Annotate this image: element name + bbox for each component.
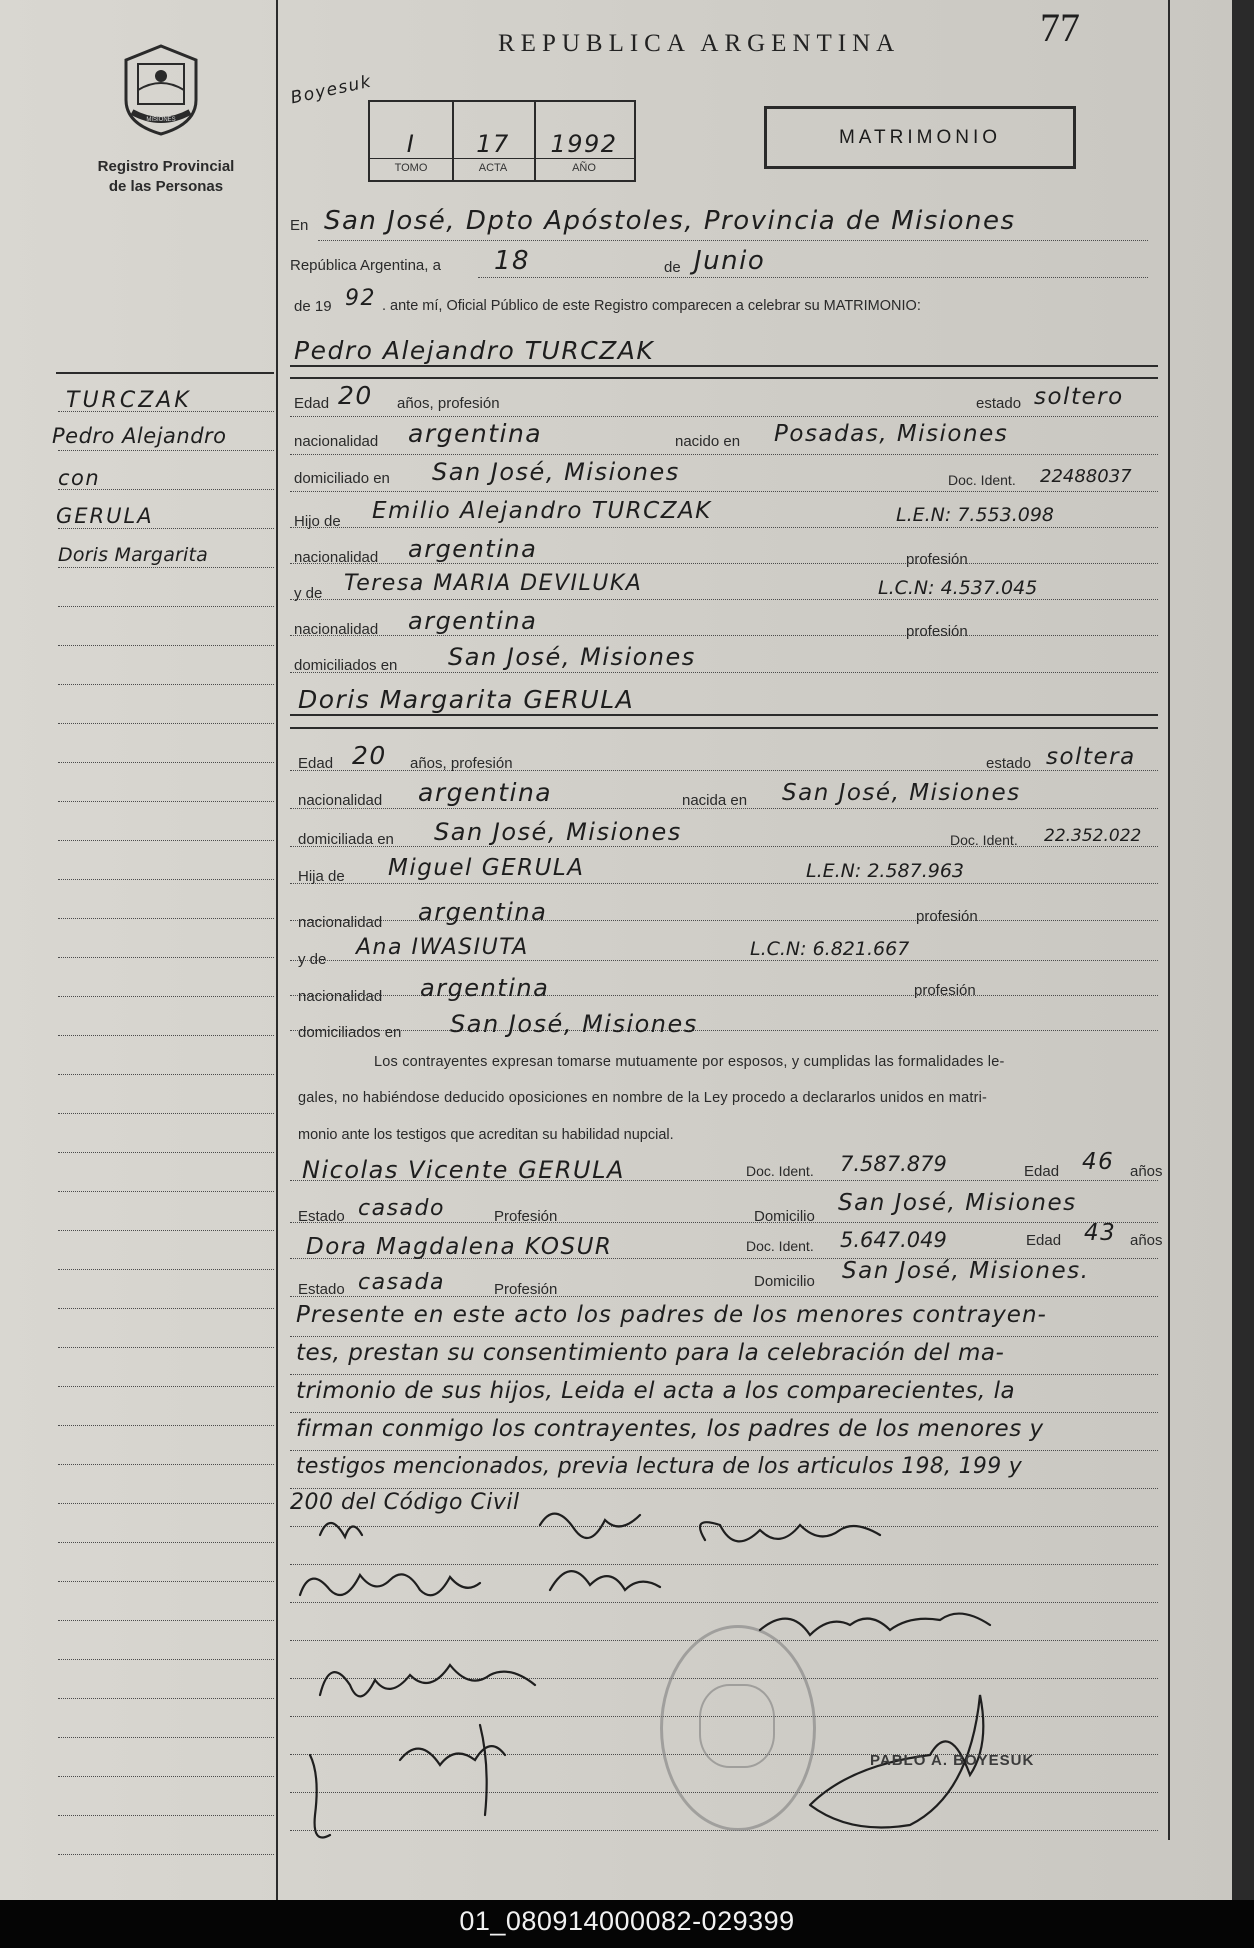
groom-full-name: Pedro Alejandro TURCZAK (294, 336, 655, 365)
bride-father: Miguel GERULA (388, 855, 585, 881)
groom-mother-nationality-label: nacionalidad (294, 621, 379, 638)
tomo-label: TOMO (394, 162, 428, 174)
bride-mother-nationality-label: nacionalidad (298, 988, 383, 1005)
note-line-3: trimonio de sus hijos, Leida el acta a los comparecientes, la (296, 1378, 1016, 1404)
signatures-icon (290, 1495, 1190, 1895)
bride-status-label: estado (986, 755, 1032, 772)
witness-2-status: casada (358, 1270, 445, 1295)
bride-address: San José, Misiones (434, 818, 682, 846)
groom-father-label: Hijo de (294, 513, 341, 530)
marriage-year: 92 (345, 286, 376, 311)
anio-value: 1992 (550, 130, 618, 158)
bride-age: 20 (352, 741, 387, 770)
margin-con: con (58, 466, 101, 490)
act-id-box (368, 100, 636, 182)
groom-nationality-label: nacionalidad (294, 433, 379, 450)
document-type-box: MATRIMONIO (764, 106, 1076, 169)
anio-cell (534, 102, 634, 180)
groom-parents-address-label: domiciliados en (294, 657, 398, 674)
groom-father: Emilio Alejandro TURCZAK (372, 498, 712, 524)
de-label: de (664, 259, 681, 276)
witness-1-name: Nicolas Vicente GERULA (302, 1156, 625, 1184)
witness-1-address: San José, Misiones (838, 1190, 1077, 1216)
witness-2-profession-label: Profesión (494, 1281, 558, 1298)
acta-label: ACTA (478, 162, 508, 174)
groom-birthplace: Posadas, Misiones (774, 421, 1009, 447)
provincial-emblem-icon (118, 42, 204, 138)
bride-father-nationality-label: nacionalidad (298, 914, 383, 931)
margin-bride-names: Doris Margarita (58, 544, 209, 566)
bride-full-name: Doris Margarita GERULA (298, 685, 635, 714)
page-title: REPUBLICA ARGENTINA (498, 30, 901, 57)
marriage-month: Junio (694, 246, 766, 276)
statement-line-2: gales, no habiéndose deducido oposiciones en nombre de la Ley procedo a declararlos unidos en matri- (298, 1090, 988, 1106)
witness-2-name: Dora Magdalena KOSUR (306, 1234, 613, 1260)
witness-2-years-label: años (1130, 1232, 1163, 1249)
witness-2-age: 43 (1084, 1220, 1117, 1246)
witness-2-doc: 5.647.049 (840, 1228, 947, 1252)
bride-mother-profession-label: profesión (914, 982, 976, 999)
en-label: En (290, 217, 309, 234)
page-number: 77 (1040, 5, 1080, 50)
bride-nationality: argentina (418, 778, 553, 807)
witness-1-age: 46 (1082, 1149, 1115, 1175)
acta-value: 17 (476, 130, 510, 158)
witness-2-doc-label: Doc. Ident. (746, 1238, 814, 1254)
groom-status-label: estado (976, 395, 1022, 412)
bride-doc-label: Doc. Ident. (950, 832, 1018, 848)
bride-mother-label: y de (298, 951, 327, 968)
groom-address: San José, Misiones (432, 458, 680, 486)
witness-2-address-label: Domicilio (754, 1273, 815, 1290)
statement-line-3: monio ante los testigos que acreditan su habilidad nupcial. (298, 1127, 674, 1143)
bride-mother: Ana IWASIUTA (356, 935, 529, 960)
bride-parents-address-label: domiciliados en (298, 1024, 402, 1041)
groom-mother-profession-label: profesión (906, 623, 968, 640)
witness-1-years-label: años (1130, 1163, 1163, 1180)
groom-doc-label: Doc. Ident. (948, 472, 1016, 488)
groom-parents-address: San José, Misiones (448, 643, 696, 671)
groom-doc: 22488037 (1040, 466, 1132, 487)
officer-annotation: Boyesuk (288, 71, 374, 109)
bride-profession-label: años, profesión (410, 755, 513, 772)
groom-father-nationality: argentina (408, 535, 538, 563)
bride-age-label: Edad (298, 755, 334, 772)
registry-label: Registro Provincial de las Personas (97, 158, 235, 195)
declaration-text: . ante mí, Oficial Público de este Registro comparecen a celebrar su MATRIMONIO: (382, 298, 921, 314)
groom-father-nationality-label: nacionalidad (294, 549, 379, 566)
groom-address-label: domiciliado en (294, 470, 390, 487)
note-line-2: tes, prestan su consentimiento para la celebración del ma- (296, 1340, 1005, 1366)
bride-father-label: Hija de (298, 868, 345, 885)
page-edge (1232, 0, 1254, 1900)
note-line-5: testigos mencionados, previa lectura de los articulos 198, 199 y (296, 1454, 1023, 1479)
groom-marital-status: soltero (1034, 384, 1124, 410)
officer-stamp-name: PABLO A. BOYESUK (870, 1752, 1035, 1769)
emblem-text: MISIONES (146, 117, 176, 123)
groom-profession-label: años, profesión (397, 395, 500, 412)
bride-address-label: domiciliada en (298, 831, 394, 848)
witness-1-doc-label: Doc. Ident. (746, 1163, 814, 1179)
bride-birthplace: San José, Misiones (782, 780, 1021, 806)
bride-father-doc: L.E.N: 2.587.963 (806, 860, 965, 882)
bride-marital-status: soltera (1046, 744, 1136, 770)
anio-label: AÑO (572, 162, 596, 174)
witness-1-profession-label: Profesión (494, 1208, 558, 1225)
bride-doc: 22.352.022 (1044, 826, 1142, 846)
note-line-1: Presente en este acto los padres de los menores contrayen- (296, 1302, 1047, 1328)
bride-mother-doc: L.C.N: 6.821.667 (750, 938, 910, 960)
marriage-place: San José, Dpto Apóstoles, Provincia de Misiones (324, 206, 1016, 236)
witness-2-address: San José, Misiones. (842, 1258, 1090, 1284)
groom-mother-nationality: argentina (408, 607, 538, 635)
bride-nationality-label: nacionalidad (298, 792, 383, 809)
bride-father-profession-label: profesión (916, 908, 978, 925)
bride-birthplace-label: nacida en (682, 792, 748, 809)
bride-mother-nationality: argentina (420, 974, 550, 1002)
groom-age-label: Edad (294, 395, 330, 412)
witness-1-address-label: Domicilio (754, 1208, 815, 1225)
note-line-6: 200 del Código Civil (290, 1490, 520, 1515)
acta-cell (452, 102, 536, 180)
groom-mother-label: y de (294, 585, 323, 602)
tomo-cell (370, 102, 454, 180)
bride-parents-address: San José, Misiones (450, 1010, 698, 1038)
groom-birthplace-label: nacido en (675, 433, 741, 450)
witness-1-doc: 7.587.879 (840, 1152, 947, 1176)
year-prefix: de 19 (294, 298, 332, 315)
tomo-value: I (406, 130, 416, 158)
groom-age: 20 (338, 381, 373, 410)
witness-2-status-label: Estado (298, 1281, 345, 1298)
witness-2-age-label: Edad (1026, 1232, 1062, 1249)
witness-1-status: casado (358, 1196, 445, 1221)
bride-father-nationality: argentina (418, 898, 548, 926)
margin-bride-surname: GERULA (56, 504, 154, 528)
witness-1-status-label: Estado (298, 1208, 345, 1225)
note-line-4: firman conmigo los contrayentes, los padres de los menores y (296, 1416, 1044, 1442)
image-identifier: 01_080914000082-029399 (459, 1906, 795, 1936)
groom-mother-doc: L.C.N: 4.537.045 (878, 577, 1038, 599)
groom-mother: Teresa MARIA DEVILUKA (344, 571, 643, 596)
groom-father-profession-label: profesión (906, 551, 968, 568)
groom-nationality: argentina (408, 419, 543, 448)
statement-line-1: Los contrayentes expresan tomarse mutuamente por esposos, y cumplidas las formalidades le- (374, 1054, 1005, 1070)
margin-groom-surname: TURCZAK (66, 388, 192, 413)
witness-1-age-label: Edad (1024, 1163, 1060, 1180)
groom-father-doc: L.E.N: 7.553.098 (896, 504, 1055, 526)
margin-groom-names: Pedro Alejandro (52, 424, 227, 448)
marriage-day: 18 (494, 246, 531, 276)
country-label: República Argentina, a (290, 257, 441, 274)
margin-divider (276, 0, 278, 1900)
